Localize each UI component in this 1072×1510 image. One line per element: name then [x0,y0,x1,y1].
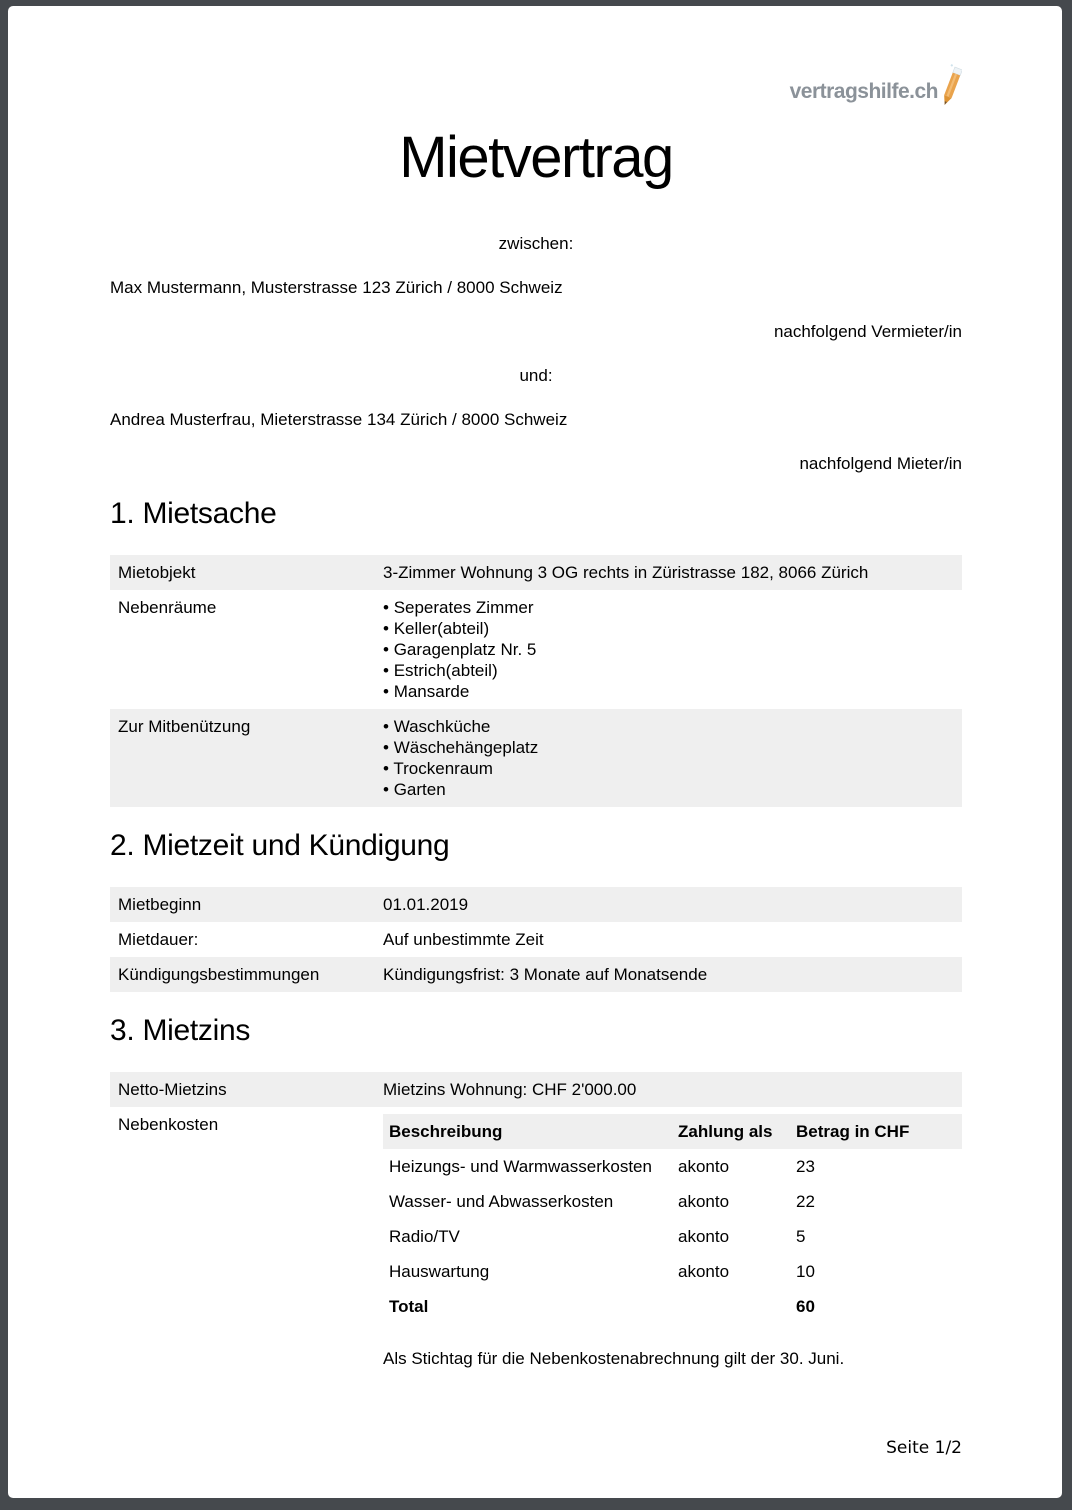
list-item: • Estrich(abteil) [383,660,954,681]
landlord-line: Max Mustermann, Musterstrasse 123 Zürich / 8000 Schweiz [110,278,563,297]
list-item: • Seperates Zimmer [383,597,954,618]
row-value [383,1114,962,1369]
section-heading-mietzeit: 2. Mietzeit und Kündigung [110,829,450,862]
parties-block [110,235,962,472]
row-value: Kündigungsfrist: 3 Monate auf Monatsende [383,965,708,984]
section-heading-mietzins: 3. Mietzins [110,1014,251,1047]
row-label: Nebenkosten [118,1115,219,1134]
row-label: Mietobjekt [118,563,196,582]
row-label: Netto-Mietzins [118,1080,227,1099]
table-row [110,709,962,807]
column-header: Beschreibung [389,1122,503,1141]
logo [110,6,962,115]
row-label: Mietbeginn [118,895,202,914]
total-value: 60 [796,1297,815,1316]
list-item: • Mansarde [383,681,954,702]
cell-beschreibung: Wasser- und Abwasserkosten [389,1192,614,1211]
cell-betrag: 23 [796,1157,815,1176]
row-value [383,597,954,702]
cell-beschreibung: Radio/TV [389,1227,460,1246]
mietzins-table [110,1072,962,1376]
cell-betrag: 10 [796,1262,815,1281]
row-label: Mietdauer: [118,930,199,949]
table-row [110,1107,962,1376]
total-zahlung-empty [678,1296,796,1317]
table-row [110,957,962,992]
row-label: Kündigungsbestimmungen [118,965,320,984]
table-row [110,887,962,922]
and-label: und: [519,366,553,385]
table-row [110,1072,962,1107]
nebenkosten-header-row [383,1114,962,1149]
list-item: • Wäschehängeplatz [383,737,954,758]
cell-beschreibung: Hauswartung [389,1262,490,1281]
tenant-line: Andrea Musterfrau, Mieterstrasse 134 Zürich / 8000 Schweiz [110,410,568,429]
list-item: • Garagenplatz Nr. 5 [383,639,954,660]
total-label: Total [389,1297,429,1316]
table-row [383,1219,962,1254]
mietzeit-table [110,887,962,992]
logo-text: vertragshilfe.ch [789,80,938,103]
cell-zahlung: akonto [678,1157,730,1176]
list-item: • Trockenraum [383,758,954,779]
between-label: zwischen: [498,234,574,253]
total-row [383,1289,962,1324]
row-value: Mietzins Wohnung: CHF 2'000.00 [383,1080,637,1099]
pencil-icon [940,64,962,115]
list-item: • Waschküche [383,716,954,737]
table-row [383,1149,962,1184]
mietsache-table [110,555,962,807]
document-title: Mietvertrag [399,125,673,190]
table-row [110,922,962,957]
column-header: Zahlung als [678,1122,773,1141]
section-heading-mietsache: 1. Mietsache [110,497,277,530]
landlord-note: nachfolgend Vermieter/in [773,322,962,341]
cell-betrag: 22 [796,1192,815,1211]
row-value: 3-Zimmer Wohnung 3 OG rechts in Züristrasse 182, 8066 Zürich [383,563,869,582]
table-row [110,590,962,709]
nebenkosten-note: Als Stichtag für die Nebenkostenabrechnung gilt der 30. Juni. [383,1349,845,1368]
row-value: 01.01.2019 [383,895,469,914]
column-header: Betrag in CHF [796,1122,910,1141]
nebenkosten-table [383,1114,962,1324]
row-label: Nebenräume [118,598,217,617]
row-value: Auf unbestimmte Zeit [383,930,544,949]
tenant-note: nachfolgend Mieter/in [799,454,962,473]
cell-zahlung: akonto [678,1192,730,1211]
cell-betrag: 5 [796,1227,806,1246]
table-row [110,555,962,590]
row-value [383,716,954,800]
list-item: • Garten [383,779,954,800]
cell-zahlung: akonto [678,1227,730,1246]
table-row [383,1254,962,1289]
page-number: Seite 1/2 [886,1438,962,1458]
row-label: Zur Mitbenützung [118,717,251,736]
document-page [8,6,1062,1498]
cell-beschreibung: Heizungs- und Warmwasserkosten [389,1157,652,1176]
page-content [8,6,1062,1376]
list-item: • Keller(abteil) [383,618,954,639]
cell-zahlung: akonto [678,1262,730,1281]
table-row [383,1184,962,1219]
